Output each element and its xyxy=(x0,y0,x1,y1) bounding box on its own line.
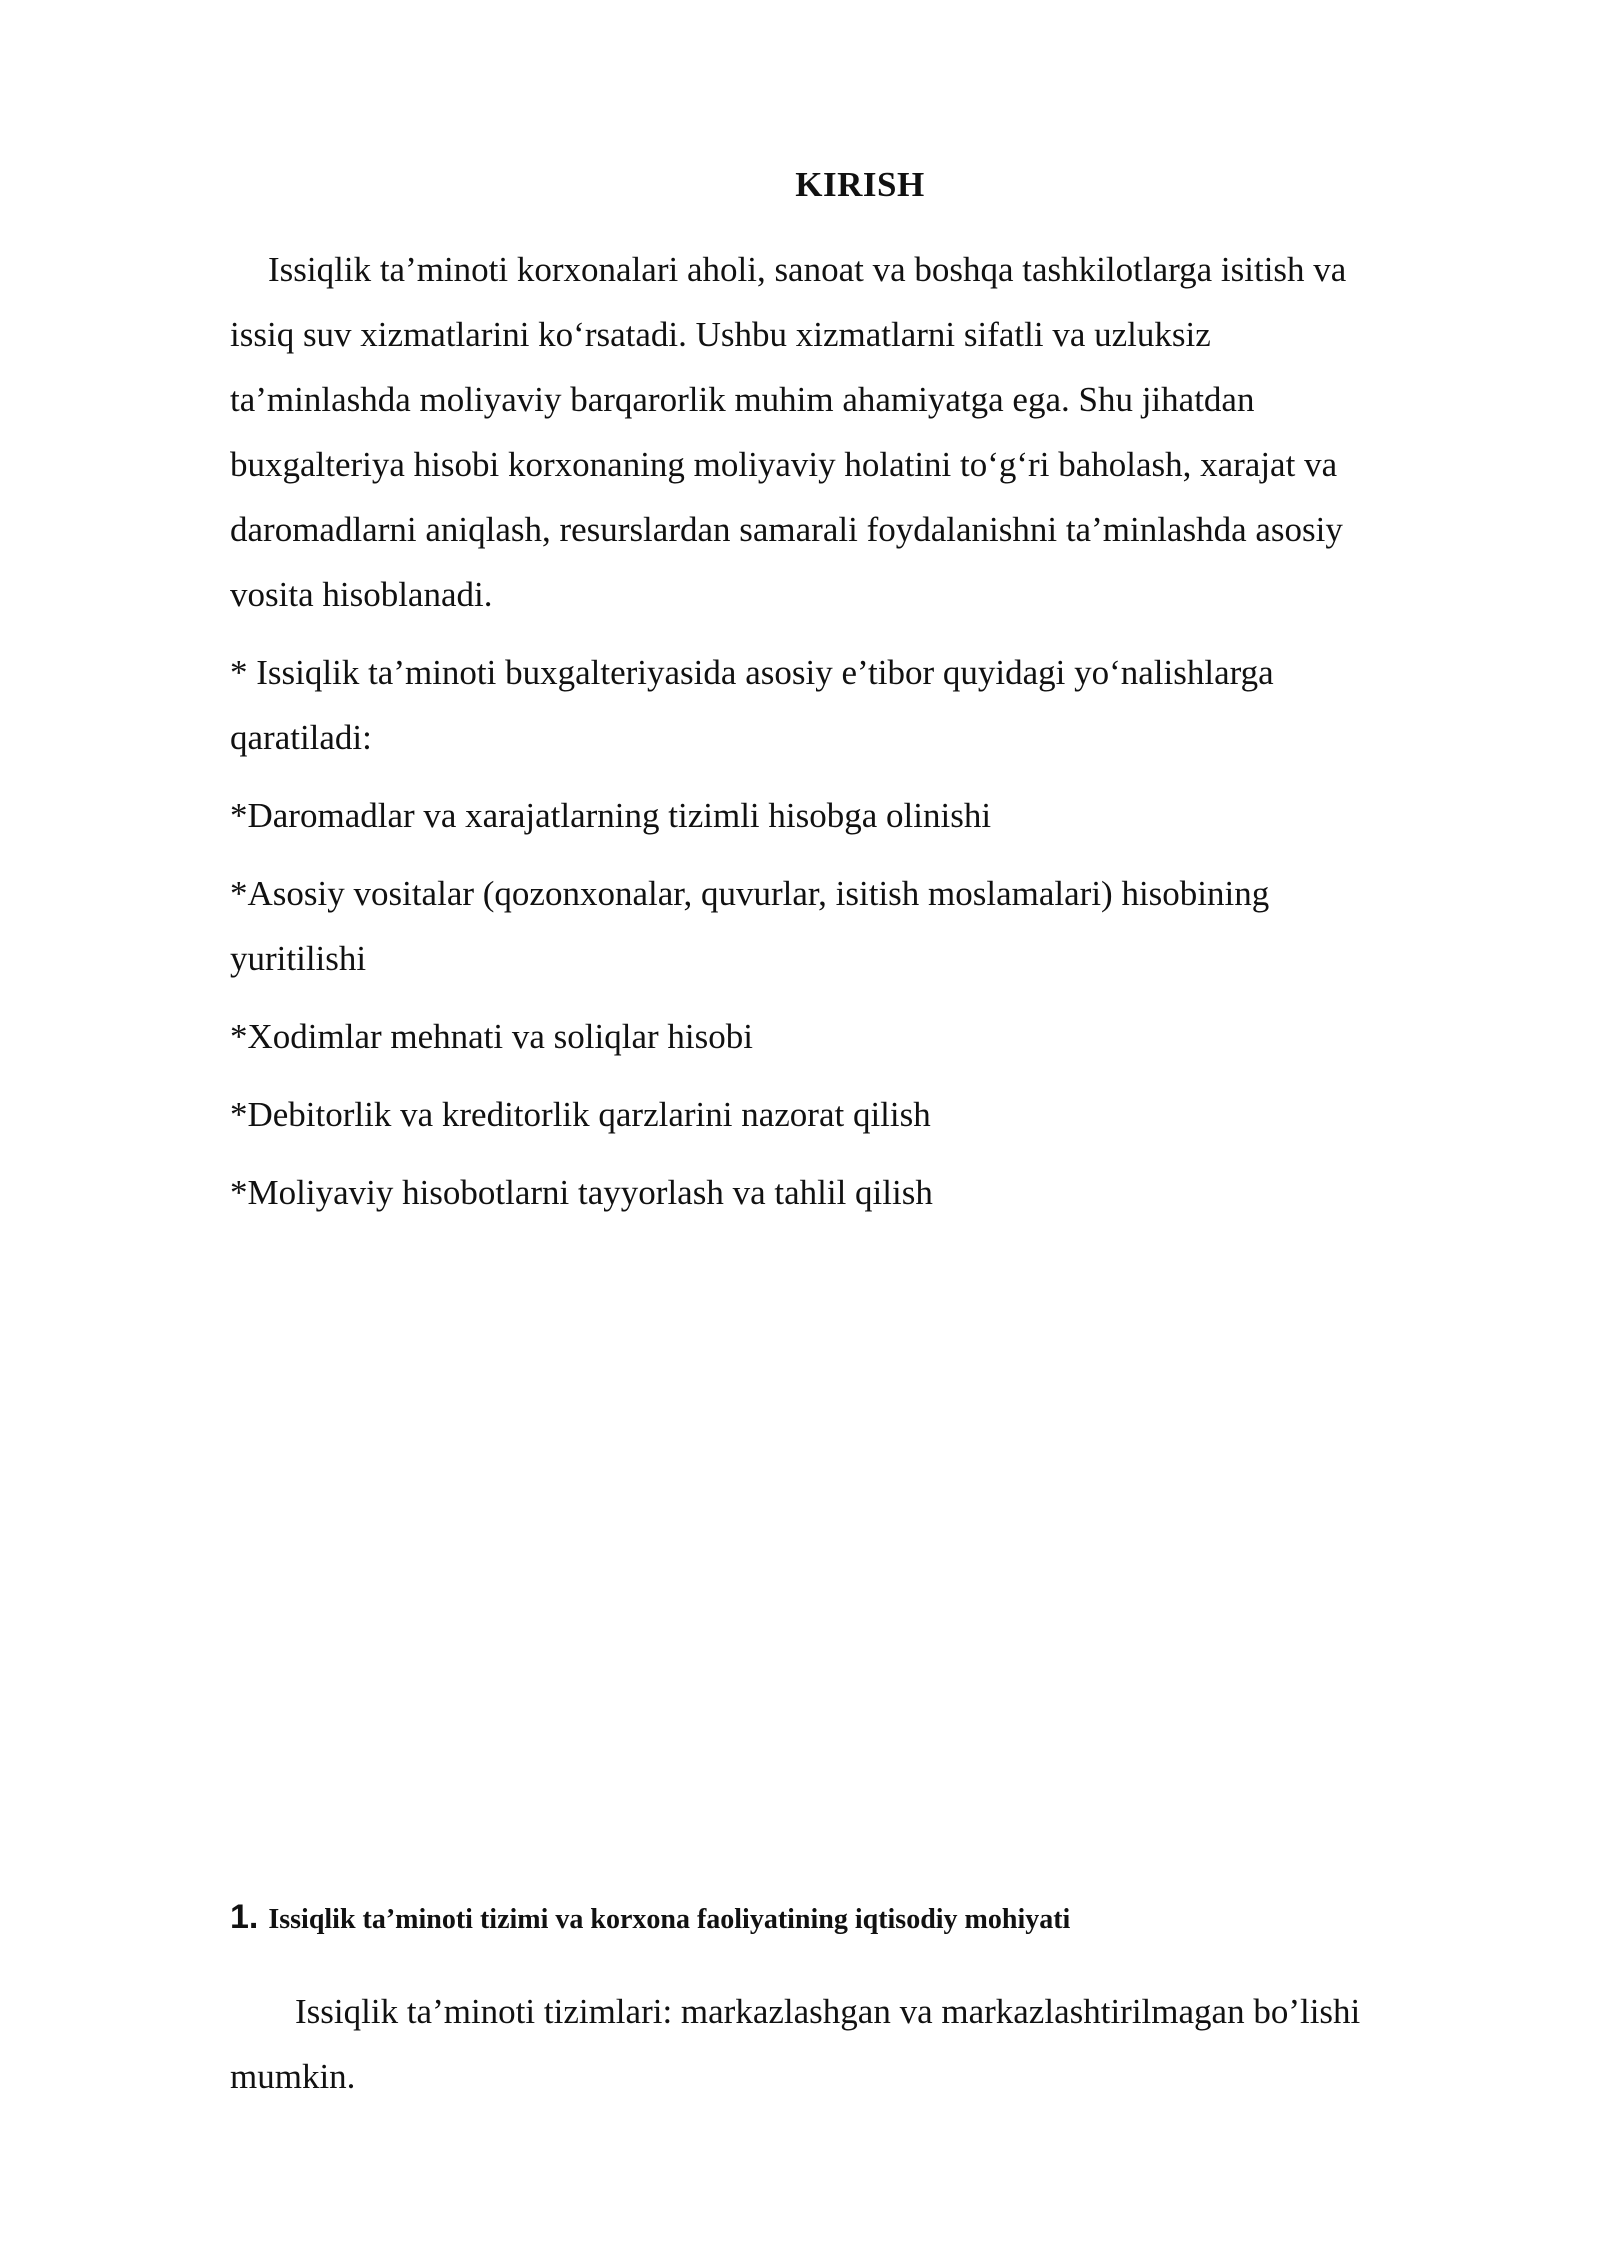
section-title: Issiqlik ta’minoti tizimi va korxona faoliyatining iqtisodiy mohiyati xyxy=(268,1904,1071,1935)
section-body-line: Issiqlik ta’minoti tizimlari: markazlashgan va markazlashtirilmagan bo’lishi xyxy=(295,1992,1361,2031)
focus-line: qaratiladi: xyxy=(230,718,372,757)
bullet-item: *Moliyaviy hisobotlarni tayyorlash va tahlil qilish xyxy=(230,1173,933,1212)
intro-line: vosita hisoblanadi. xyxy=(230,575,493,614)
page-title: KIRISH xyxy=(795,165,925,204)
intro-line: Issiqlik ta’minoti korxonalari aholi, sanoat va boshqa tashkilotlarga isitish va xyxy=(268,250,1347,289)
bullet-item: *Xodimlar mehnati va soliqlar hisobi xyxy=(230,1017,753,1056)
section-body-line: mumkin. xyxy=(230,2057,356,2096)
section-heading xyxy=(230,1898,1070,1937)
intro-line: daromadlarni aniqlash, resurslardan samarali foydalanishni ta’minlashda asosiy xyxy=(230,510,1343,549)
bullet-item: *Daromadlar va xarajatlarning tizimli hisobga olinishi xyxy=(230,796,992,835)
bullet-item: *Debitorlik va kreditorlik qarzlarini nazorat qilish xyxy=(230,1095,931,1134)
intro-line: buxgalteriya hisobi korxonaning moliyaviy holatini to‘g‘ri baholash, xarajat va xyxy=(230,445,1338,484)
bullet-item: *Asosiy vositalar (qozonxonalar, quvurlar, isitish moslamalari) hisobining xyxy=(230,874,1270,913)
section-number: 1. xyxy=(230,1898,259,1936)
focus-line: * Issiqlik ta’minoti buxgalteriyasida asosiy e’tibor quyidagi yo‘nalishlarga xyxy=(230,653,1274,692)
intro-line: ta’minlashda moliyaviy barqarorlik muhim ahamiyatga ega. Shu jihatdan xyxy=(230,380,1255,419)
intro-line: issiq suv xizmatlarini ko‘rsatadi. Ushbu xizmatlarni sifatli va uzluksiz xyxy=(230,315,1211,354)
bullet-item-continuation: yuritilishi xyxy=(230,939,367,978)
